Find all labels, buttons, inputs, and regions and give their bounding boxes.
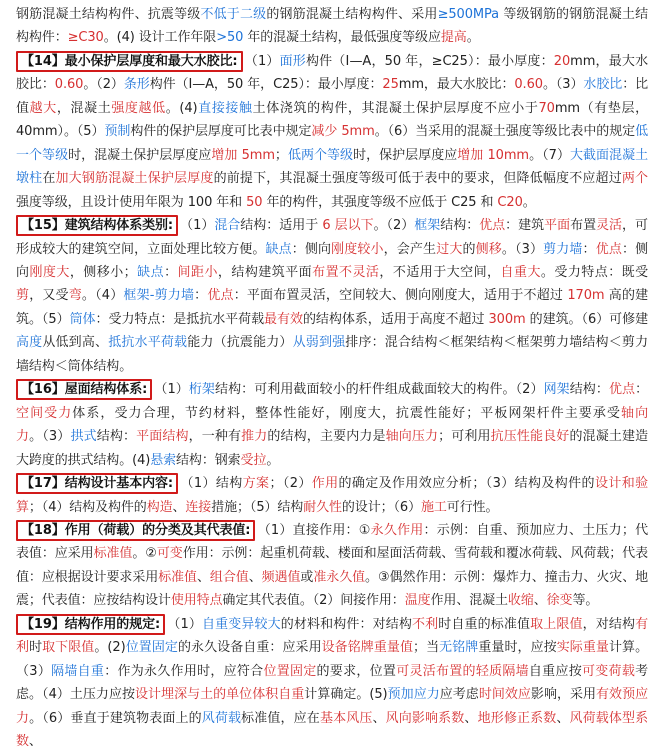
body-text: 在 bbox=[42, 171, 56, 187]
body-text: 。（3） bbox=[29, 429, 71, 445]
body-text: 、 bbox=[372, 710, 386, 726]
body-text: 的要求，位置 bbox=[316, 663, 397, 679]
body-text: 等。 bbox=[572, 593, 599, 609]
body-text: 的 bbox=[462, 241, 476, 257]
highlight-red: 过大 bbox=[436, 241, 463, 257]
highlight-red: 位置固定 bbox=[263, 663, 317, 679]
body-text: 结构：钢索 bbox=[176, 452, 241, 468]
body-text: 钢筋混凝土结构构件、抗震等级 bbox=[16, 7, 201, 22]
highlight-red: 温度 bbox=[404, 593, 431, 609]
body-text: 标准值，应在 bbox=[241, 710, 320, 726]
body-text: （1） bbox=[154, 382, 189, 398]
body-text: 。（4） bbox=[81, 288, 124, 304]
section-19 bbox=[16, 613, 648, 754]
highlight-blue: >50 bbox=[216, 30, 244, 46]
body-text: ；（4）结构及构件的 bbox=[28, 499, 147, 515]
body-text: ；当 bbox=[413, 640, 440, 656]
body-text: 的永久设备自重：应采用 bbox=[177, 640, 322, 656]
body-text: ，会产生 bbox=[383, 241, 437, 257]
body-text: 、 bbox=[464, 710, 478, 726]
body-text: 计算确定。(5) bbox=[304, 687, 388, 703]
highlight-red: 增加 10mm bbox=[457, 147, 529, 163]
highlight-red: 自重大 bbox=[500, 264, 541, 280]
highlight-red: 轴向压力 bbox=[385, 429, 439, 445]
highlight-red: 剪 bbox=[16, 288, 30, 304]
highlight-blue: 拱式 bbox=[70, 429, 97, 445]
highlight-red: 越大 bbox=[29, 100, 57, 116]
highlight-blue: 框架-剪力墙 bbox=[123, 288, 195, 304]
highlight-red: 标准值 bbox=[93, 546, 133, 562]
body-text: （1） bbox=[244, 53, 280, 69]
body-text: 。（3） bbox=[501, 241, 544, 257]
highlight-red: 频遇值 bbox=[261, 569, 301, 585]
highlight-red: 提高 bbox=[440, 30, 467, 46]
body-text: 排序：混合结构＜框架结构＜框架剪力墙结构＜剪力墙结构＜筒体结构。 bbox=[16, 335, 648, 374]
highlight-blue: 缺点 bbox=[136, 264, 165, 280]
body-text: ：平面布置灵活，空间较大、侧向刚度大，适用于不超过 bbox=[233, 288, 568, 304]
highlight-red: 加大钢筋混凝土保护层厚度 bbox=[55, 171, 214, 187]
body-text: 作用、混凝土 bbox=[430, 593, 508, 609]
section-heading: 【14】最小保护层厚度和最大水胶比: bbox=[16, 51, 243, 72]
body-text: ；（2） bbox=[269, 476, 312, 492]
body-text: （1） bbox=[180, 218, 215, 234]
body-text: 计算。（3） bbox=[16, 640, 648, 679]
highlight-blue: 低一个等级 bbox=[16, 124, 648, 163]
highlight-red: 收缩 bbox=[507, 593, 534, 609]
body-text: 。（2） bbox=[373, 218, 415, 234]
body-text: 。(4) 设计工作年限 bbox=[103, 30, 217, 46]
highlight-red: 组合值 bbox=[209, 569, 249, 585]
body-text: 、 bbox=[556, 710, 570, 726]
highlight-blue: 缺点 bbox=[265, 241, 292, 257]
highlight-blue: 桁架 bbox=[188, 382, 215, 398]
highlight-blue: 抵抗水平荷载 bbox=[108, 335, 188, 351]
highlight-red: 20 bbox=[553, 53, 571, 69]
highlight-red: 170m bbox=[567, 288, 605, 304]
highlight-blue: 筒体 bbox=[69, 311, 96, 327]
body-text: ： bbox=[635, 382, 648, 398]
highlight-red: 70 bbox=[538, 100, 555, 116]
body-text: 。(2) bbox=[94, 640, 126, 656]
highlight-red: 灵活 bbox=[596, 218, 623, 234]
highlight-red: 间距小 bbox=[177, 264, 218, 280]
body-text: 措施；（5）结构 bbox=[211, 499, 304, 515]
body-text: 等级钢筋的钢筋混凝土结构构件： bbox=[16, 7, 648, 46]
body-text: 。 bbox=[266, 452, 280, 468]
highlight-red: 两个 bbox=[621, 171, 648, 187]
body-text: 。(4) bbox=[165, 100, 198, 116]
body-text: mm（有垫层，40mm）。（5） bbox=[16, 100, 649, 140]
body-text: 的材料和构件：对结构 bbox=[280, 616, 412, 632]
body-text: 构件（Ⅰ—A，50 年，≥C25）：最小厚度： bbox=[305, 53, 554, 69]
highlight-red: 25 bbox=[382, 77, 399, 93]
highlight-red: 标准值 bbox=[158, 569, 197, 585]
highlight-red: 作用 bbox=[311, 476, 339, 492]
highlight-blue: 面形 bbox=[279, 53, 306, 69]
highlight-blue: ≥500MPa bbox=[437, 7, 500, 22]
highlight-blue: 不低于二级 bbox=[200, 7, 267, 22]
highlight-red: 最有效 bbox=[264, 311, 303, 327]
body-text: ，一种有 bbox=[188, 429, 242, 445]
highlight-red: 刚度较小 bbox=[331, 241, 384, 257]
highlight-blue: 低两个等级 bbox=[287, 147, 354, 163]
highlight-blue: 条形 bbox=[123, 77, 150, 93]
body-text: ：作为永久作用时，应符合 bbox=[104, 663, 264, 679]
highlight-red: 50 bbox=[246, 194, 263, 210]
body-text: 年的构件，其强度等级不应低于 C25 和 bbox=[262, 194, 498, 210]
highlight-red: 取上限值 bbox=[530, 616, 583, 632]
body-text: 。 bbox=[522, 194, 536, 210]
highlight-red: 风荷载体型系数 bbox=[16, 710, 649, 750]
body-text: ：比值 bbox=[16, 77, 649, 116]
body-text: ，结构建筑平面 bbox=[217, 264, 313, 280]
body-text: 或 bbox=[300, 569, 314, 585]
highlight-red: 优点 bbox=[595, 241, 622, 257]
body-text: ，对结构 bbox=[582, 616, 636, 632]
body-text: 构件的保护层厚度可比表中规定 bbox=[130, 124, 312, 140]
highlight-red: 连接 bbox=[185, 499, 212, 515]
highlight-red: 不利 bbox=[411, 616, 439, 632]
body-text: 。（6）垂直于建筑物表面上的 bbox=[29, 710, 202, 726]
body-text: 。（6）当采用的混凝土强度等级比表中的规定 bbox=[374, 124, 636, 140]
section-heading: 【15】建筑结构体系类别: bbox=[16, 215, 178, 236]
highlight-red: 轴向力 bbox=[16, 405, 648, 445]
section-14 bbox=[16, 50, 648, 214]
body-text: 土体浇筑的构件，其混凝土保护层厚度不应小于 bbox=[252, 100, 539, 116]
body-text: 结构： bbox=[96, 429, 137, 445]
highlight-red: 增加 5mm bbox=[211, 147, 275, 163]
body-text: 布置 bbox=[570, 218, 597, 234]
section-15 bbox=[16, 214, 648, 378]
highlight-red: 平面结构 bbox=[136, 429, 189, 445]
highlight-blue: 直接接触 bbox=[197, 100, 253, 116]
highlight-red: 设备铭牌重量值 bbox=[321, 640, 414, 656]
body-text: 的钢筋混凝土结构构件、采用 bbox=[266, 7, 438, 22]
highlight-red: 弯 bbox=[68, 288, 82, 304]
body-text: 的结构，主要内力是 bbox=[267, 429, 386, 445]
body-text: ： bbox=[194, 288, 208, 304]
highlight-blue: 混合 bbox=[214, 218, 241, 234]
body-text: 的设计；（6） bbox=[341, 499, 421, 515]
highlight-red: 方案 bbox=[242, 476, 270, 492]
body-text: 。（7） bbox=[528, 147, 570, 163]
highlight-blue: 预加应力 bbox=[387, 687, 440, 703]
body-text: ：建筑 bbox=[505, 218, 545, 234]
highlight-blue: 风荷载 bbox=[201, 710, 242, 726]
highlight-red: 耐久性 bbox=[303, 499, 342, 515]
section-heading: 【17】结构设计基本内容: bbox=[16, 473, 178, 494]
body-text: 、 bbox=[196, 569, 210, 585]
highlight-red: 强度越低 bbox=[111, 100, 166, 116]
body-text: 、 bbox=[248, 569, 262, 585]
highlight-blue: 位置固定 bbox=[125, 640, 178, 656]
body-text: （1） bbox=[167, 616, 202, 632]
body-text: 。（3） bbox=[542, 77, 584, 93]
highlight-red: 0.60 bbox=[514, 77, 543, 93]
body-text: 的前提下，其混凝土强度等级可低于表中的要求，但降低幅度不应超过 bbox=[213, 171, 622, 187]
body-text: 强度等级，且设计使用年限为 100 年和 bbox=[16, 194, 247, 210]
body-text: mm，最大水胶比： bbox=[398, 77, 515, 93]
highlight-red: 可变荷载 bbox=[582, 663, 636, 679]
body-text: ，不适用于大空间， bbox=[379, 264, 501, 280]
body-text: ：示例：自重、预加应力、土压力；代表值：应采用 bbox=[16, 522, 648, 562]
section-heading: 【16】屋面结构体系: bbox=[16, 379, 152, 400]
highlight-blue: 预制 bbox=[104, 124, 131, 140]
body-text: 考虑。（4）土压力应按 bbox=[16, 663, 648, 703]
body-text: 的建筑。（6）可修建 bbox=[525, 311, 649, 327]
body-text: 高的建筑。（5） bbox=[16, 288, 649, 327]
highlight-blue: 大截面混凝土墩柱 bbox=[16, 147, 648, 187]
body-text: 影响，采用 bbox=[530, 687, 597, 703]
highlight-red: 刚度大 bbox=[29, 264, 70, 280]
intro-paragraph bbox=[16, 3, 648, 50]
highlight-blue: 无铭牌 bbox=[439, 640, 479, 656]
body-text: 结构：可利用截面较小的杆件组成截面较大的构件。（2） bbox=[215, 382, 544, 398]
highlight-red: 布置不灵活 bbox=[312, 264, 380, 280]
highlight-red: 平面 bbox=[544, 218, 571, 234]
body-text: 重量时，应按 bbox=[478, 640, 557, 656]
body-text: 时 bbox=[29, 640, 43, 656]
highlight-blue: 水胶比 bbox=[583, 77, 623, 93]
body-text: 从低到高、 bbox=[42, 335, 109, 351]
highlight-red: 风向影响系数 bbox=[385, 710, 465, 726]
highlight-blue: 高度 bbox=[16, 335, 43, 351]
body-text: ： bbox=[582, 241, 596, 257]
highlight-red: 有效预应力 bbox=[16, 687, 648, 726]
body-text: 。 bbox=[466, 30, 480, 46]
body-text: 的混凝土建造大跨度的拱式结构。(4) bbox=[16, 429, 648, 468]
body-text: 的结构体系，适用于高度不超过 bbox=[302, 311, 489, 327]
body-text: （1）直接作用：① bbox=[257, 522, 371, 538]
body-text: 、 bbox=[28, 734, 42, 750]
body-text: ；可利用 bbox=[438, 429, 491, 445]
body-text: ： bbox=[164, 264, 178, 280]
body-text: 年的混凝土结构，最低强度等级应 bbox=[243, 30, 441, 46]
highlight-red: 0.60 bbox=[54, 77, 84, 93]
highlight-red: 使用特点 bbox=[170, 593, 223, 609]
highlight-red: 基本风压 bbox=[319, 710, 373, 726]
highlight-red: 施工 bbox=[420, 499, 447, 515]
body-text: mm，最大水胶比： bbox=[16, 53, 648, 93]
body-text: 时，混凝土保护层厚度应 bbox=[68, 147, 212, 163]
body-text: 能力（抗震能力） bbox=[187, 335, 293, 351]
highlight-red: 受拉 bbox=[240, 452, 267, 468]
highlight-red: 减少 5mm bbox=[311, 124, 375, 140]
section-heading: 【18】作用（荷载）的分类及其代表值: bbox=[16, 520, 255, 541]
body-text: ，混凝土 bbox=[56, 100, 112, 116]
body-text: 作用：示例：起重机荷载、楼面和屋面活荷载、雪荷载和覆冰荷载、风荷载；代表值：应根据设计要求采用 bbox=[16, 546, 648, 585]
highlight-red: 徐变 bbox=[546, 593, 573, 609]
highlight-red: 准永久值 bbox=[313, 569, 366, 585]
highlight-red: ≥C30 bbox=[67, 30, 104, 46]
section-16 bbox=[16, 378, 648, 472]
body-text: 、 bbox=[533, 593, 547, 609]
highlight-red: 时间效应 bbox=[478, 687, 531, 703]
highlight-red: 6 层以下 bbox=[322, 218, 374, 234]
body-text: 时自重的标准值 bbox=[438, 616, 531, 632]
highlight-blue: 从弱到强 bbox=[292, 335, 346, 351]
highlight-red: 可变 bbox=[156, 546, 183, 562]
highlight-red: 300m bbox=[488, 311, 526, 327]
highlight-blue: 自重变异较大 bbox=[201, 616, 281, 632]
highlight-red: 有利 bbox=[16, 616, 648, 656]
body-text: ，侧移小； bbox=[69, 264, 137, 280]
body-text: ：受力特点：是抵抗水平荷载 bbox=[95, 311, 265, 327]
body-text: ：侧向 bbox=[291, 241, 332, 257]
highlight-red: 可灵活布置的轻质隔墙 bbox=[396, 663, 529, 679]
body-text: （1）结构 bbox=[180, 476, 243, 492]
body-text: 。受力特点：既受 bbox=[540, 264, 649, 280]
document-body bbox=[0, 3, 660, 754]
body-text: 自重应按 bbox=[528, 663, 582, 679]
body-text: ，又受 bbox=[29, 288, 69, 304]
highlight-red: 实际重量 bbox=[556, 640, 609, 656]
highlight-blue: 悬索 bbox=[150, 452, 177, 468]
section-17 bbox=[16, 472, 648, 519]
body-text: 应考虑 bbox=[439, 687, 479, 703]
body-text: 的确定及作用效应分析；（3）结构及构件的 bbox=[338, 476, 595, 492]
body-text: 结构：适用于 bbox=[240, 218, 323, 234]
body-text: 结构： bbox=[440, 218, 480, 234]
section-heading: 【19】结构作用的规定: bbox=[16, 614, 165, 635]
body-text: 结构： bbox=[569, 382, 609, 398]
body-text: 。（2） bbox=[83, 77, 124, 93]
body-text: ，可形成较大的建筑空间，立面处理比较方便。 bbox=[16, 218, 648, 257]
body-text: 、 bbox=[172, 499, 186, 515]
body-text: ； bbox=[274, 147, 288, 163]
body-text: 构件（Ⅰ—A，50 年，C25）：最小厚度： bbox=[149, 77, 383, 93]
highlight-red: 优点 bbox=[608, 382, 636, 398]
section-18 bbox=[16, 519, 648, 613]
highlight-red: 构造 bbox=[146, 499, 173, 515]
highlight-red: 设计和验算 bbox=[16, 476, 648, 515]
highlight-red: 取下限值 bbox=[42, 640, 95, 656]
body-text: ：侧向 bbox=[16, 241, 648, 280]
body-text: 时，保护层厚度应 bbox=[353, 147, 458, 163]
highlight-blue: 网架 bbox=[543, 382, 570, 398]
highlight-red: 永久作用 bbox=[370, 522, 424, 538]
highlight-red: 抗压性能良好 bbox=[490, 429, 570, 445]
highlight-red: 优点 bbox=[207, 288, 234, 304]
body-text: 可行性。 bbox=[446, 499, 499, 515]
body-text: 确定其代表值。（2）间接作用： bbox=[222, 593, 405, 609]
body-text: 体系，受力合理，节约材料，整体性能好，刚度大，抗震性能好；平板网架杆件主要承受 bbox=[72, 405, 622, 421]
highlight-red: 空间受力 bbox=[16, 405, 73, 421]
highlight-red: 侧移 bbox=[475, 241, 502, 257]
highlight-red: 优点 bbox=[479, 218, 506, 234]
highlight-red: C20 bbox=[497, 194, 523, 210]
highlight-blue: 隔墙自重 bbox=[51, 663, 105, 679]
highlight-red: 地形修正系数 bbox=[477, 710, 557, 726]
body-text: 。② bbox=[132, 546, 157, 562]
highlight-blue: 剪力墙 bbox=[543, 241, 583, 257]
highlight-blue: 框架 bbox=[414, 218, 441, 234]
body-text: 。③偶然作用：示例：爆炸力、撞击力、火灾、地震；代表值：应按结构设计 bbox=[16, 569, 649, 609]
highlight-red: 设计埋深与土的单位体积自重 bbox=[135, 687, 305, 703]
highlight-red: 推力 bbox=[241, 429, 268, 445]
